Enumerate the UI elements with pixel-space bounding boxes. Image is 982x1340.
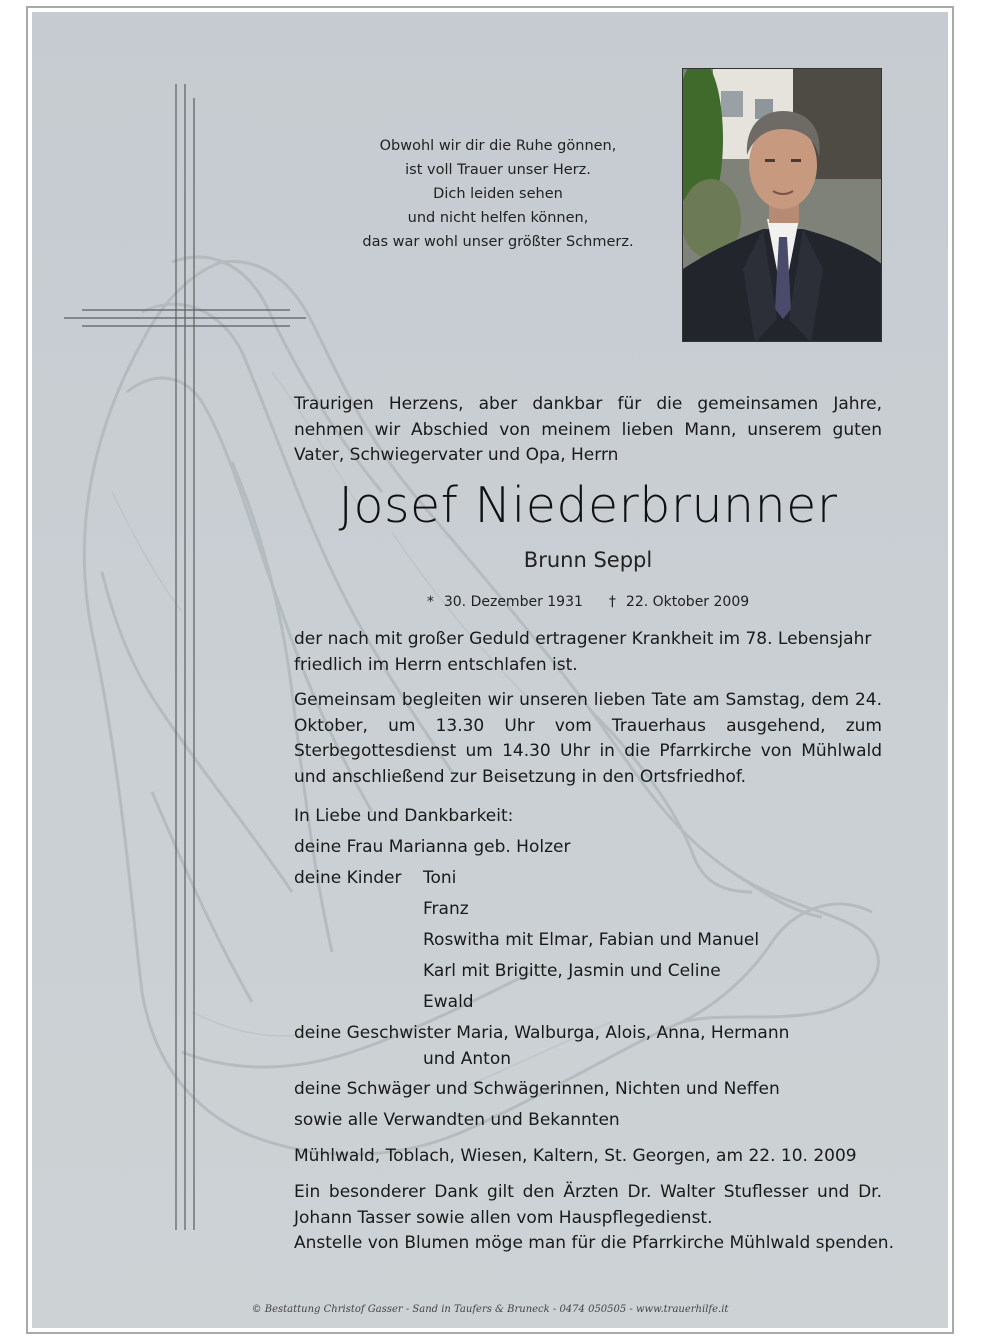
thanks-paragraph: Ein besonderer Dank gilt den Ärzten Dr. Walter Stuflesser und Dr. Johann Tasser sowie allen vom Hauspflegedienst. <box>294 1182 882 1228</box>
mourners-heading: In Liebe und Dankbarkeit: <box>294 806 514 826</box>
life-dates <box>294 594 882 610</box>
birth-date: 30. Dezember 1931 <box>443 594 583 610</box>
death-date: 22. Oktober 2009 <box>625 594 750 610</box>
portrait-photo <box>682 68 882 342</box>
funeral-home-footer: © Bestattung Christof Gasser - Sand in Taufers & Bruneck - 0474 050505 - www.trauerhilfe.it <box>251 1304 729 1315</box>
poem-line: ist voll Trauer unser Herz. <box>405 162 591 178</box>
mourner-relatives: sowie alle Verwandten und Bekannten <box>294 1110 620 1130</box>
intro-paragraph: Traurigen Herzens, aber dankbar für die gemeinsamen Jahre, nehmen wir Abschied von meinem lieben Mann, unserem guten Vater, Schwiegervater und Opa, Herrn <box>294 394 882 465</box>
child-entry: Ewald <box>423 992 474 1012</box>
deceased-nickname: Brunn Seppl <box>523 548 653 572</box>
passing-paragraph: der nach mit großer Geduld ertragener Krankheit im 78. Lebensjahr friedlich im Herrn entschlafen ist. <box>294 629 872 675</box>
poem-line: Obwohl wir dir die Ruhe gönnen, <box>379 138 617 154</box>
mourner-wife: deine Frau Marianna geb. Holzer <box>294 837 571 857</box>
flowers-note: Anstelle von Blumen möge man für die Pfarrkirche Mühlwald spenden. <box>294 1233 894 1253</box>
mourner-siblings: deine Geschwister Maria, Walburga, Alois, Anna, Hermann <box>294 1023 790 1043</box>
mourner-inlaws: deine Schwäger und Schwägerinnen, Nichten und Neffen <box>294 1079 780 1099</box>
poem-line: das war wohl unser größter Schmerz. <box>362 234 634 250</box>
place-and-date: Mühlwald, Toblach, Wiesen, Kaltern, St. Georgen, am 22. 10. 2009 <box>294 1146 857 1166</box>
poem-line: Dich leiden sehen <box>433 186 563 202</box>
birth-symbol: * <box>426 594 434 610</box>
mourner-siblings-continued: und Anton <box>423 1049 511 1069</box>
children-label: deine Kinder <box>294 868 402 888</box>
obituary-sheet <box>32 12 948 1328</box>
funeral-paragraph: Gemeinsam begleiten wir unseren lieben Tate am Samstag, dem 24. Oktober, um 13.30 Uhr vom Trauerhaus ausgehend, zum Sterbegottesdienst um 14.30 Uhr in die Pfarrkirche von Mühlwald und anschließend zur Beisetzung in den Ortsfriedhof. <box>294 690 882 787</box>
poem-line: und nicht helfen können, <box>407 210 589 226</box>
memorial-poem <box>332 134 664 254</box>
child-entry: Roswitha mit Elmar, Fabian und Manuel <box>423 930 760 950</box>
child-entry: Karl mit Brigitte, Jasmin und Celine <box>423 961 721 981</box>
deceased-name: Josef Niederbrunner <box>338 477 838 534</box>
death-symbol: † <box>608 594 616 610</box>
portrait-illustration <box>683 69 882 342</box>
child-entry: Franz <box>423 899 469 919</box>
child-entry: Toni <box>423 868 457 888</box>
